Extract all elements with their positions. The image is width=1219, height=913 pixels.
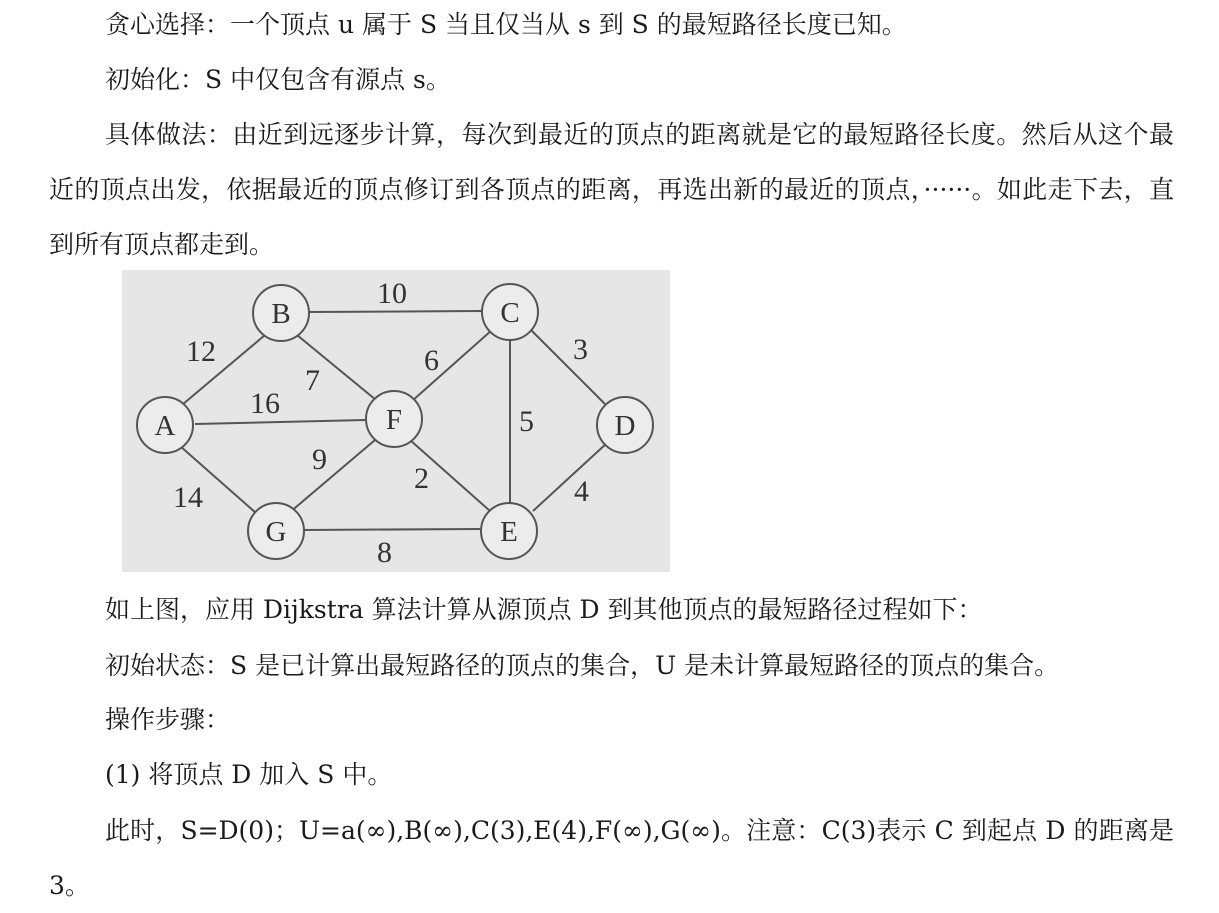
paragraph-step-1-detail: 此时，S=D(0)；U=a(∞),B(∞),C(3),E(4),F(∞),G(∞)。注意：C(3)表示 C 到起点 D 的距离是 3。	[49, 816, 1174, 900]
node-d-label: D	[614, 410, 636, 442]
edge-a-f	[195, 420, 365, 424]
node-b-label: B	[271, 298, 291, 330]
node-a	[137, 397, 193, 453]
weight-g-e: 8	[377, 536, 392, 569]
weight-c-f: 6	[424, 344, 439, 377]
paragraph-initial-state: 初始状态：S 是已计算出最短路径的顶点的集合，U 是未计算最短路径的顶点的集合。	[105, 651, 1060, 680]
weight-d-e: 4	[574, 475, 589, 508]
node-e-label: E	[500, 516, 518, 548]
paragraph-greedy-choice: 贪心选择：一个顶点 u 属于 S 当且仅当从 s 到 S 的最短路径长度已知。	[105, 10, 907, 39]
edge-c-d	[530, 329, 605, 404]
weight-c-d: 3	[573, 333, 588, 366]
graph-figure	[122, 270, 670, 572]
paragraph-method: 具体做法：由近到远逐步计算，每次到最近的顶点的距离就是它的最短路径长度。然后从这个最近的顶点出发，依据最近的顶点修订到各顶点的距离，再选出新的最近的顶点，······。如此走下去，直到所有顶点都走到。	[49, 120, 1174, 259]
weight-a-b: 12	[186, 335, 216, 368]
edge-b-c	[308, 311, 482, 312]
node-f	[366, 391, 422, 447]
node-e	[481, 503, 537, 559]
node-c	[482, 284, 538, 340]
weight-a-f: 16	[250, 387, 280, 420]
node-g-label: G	[265, 516, 287, 548]
weight-b-c: 10	[377, 277, 407, 310]
weight-f-e: 2	[414, 462, 429, 495]
paragraph-steps-title: 操作步骤：	[105, 705, 231, 734]
node-a-label: A	[154, 410, 176, 442]
node-g	[248, 503, 304, 559]
weight-b-f: 7	[305, 364, 320, 397]
weight-f-g: 9	[312, 443, 327, 476]
node-b	[253, 285, 309, 341]
node-f-label: F	[385, 404, 403, 436]
edge-d-e	[533, 443, 607, 511]
paragraph-example-intro: 如上图，应用 Dijkstra 算法计算从源顶点 D 到其他顶点的最短路径过程如下：	[105, 595, 983, 624]
weight-c-e: 5	[519, 405, 534, 438]
edge-g-e	[304, 529, 480, 530]
paragraph-step-1: (1) 将顶点 D 加入 S 中。	[105, 760, 393, 789]
paragraph-initialization: 初始化：S 中仅包含有源点 s。	[105, 65, 451, 94]
edge-f-g	[289, 440, 375, 513]
weight-a-g: 14	[173, 481, 203, 514]
node-c-label: C	[500, 297, 520, 329]
node-d	[597, 397, 653, 453]
weighted-graph	[122, 270, 670, 572]
